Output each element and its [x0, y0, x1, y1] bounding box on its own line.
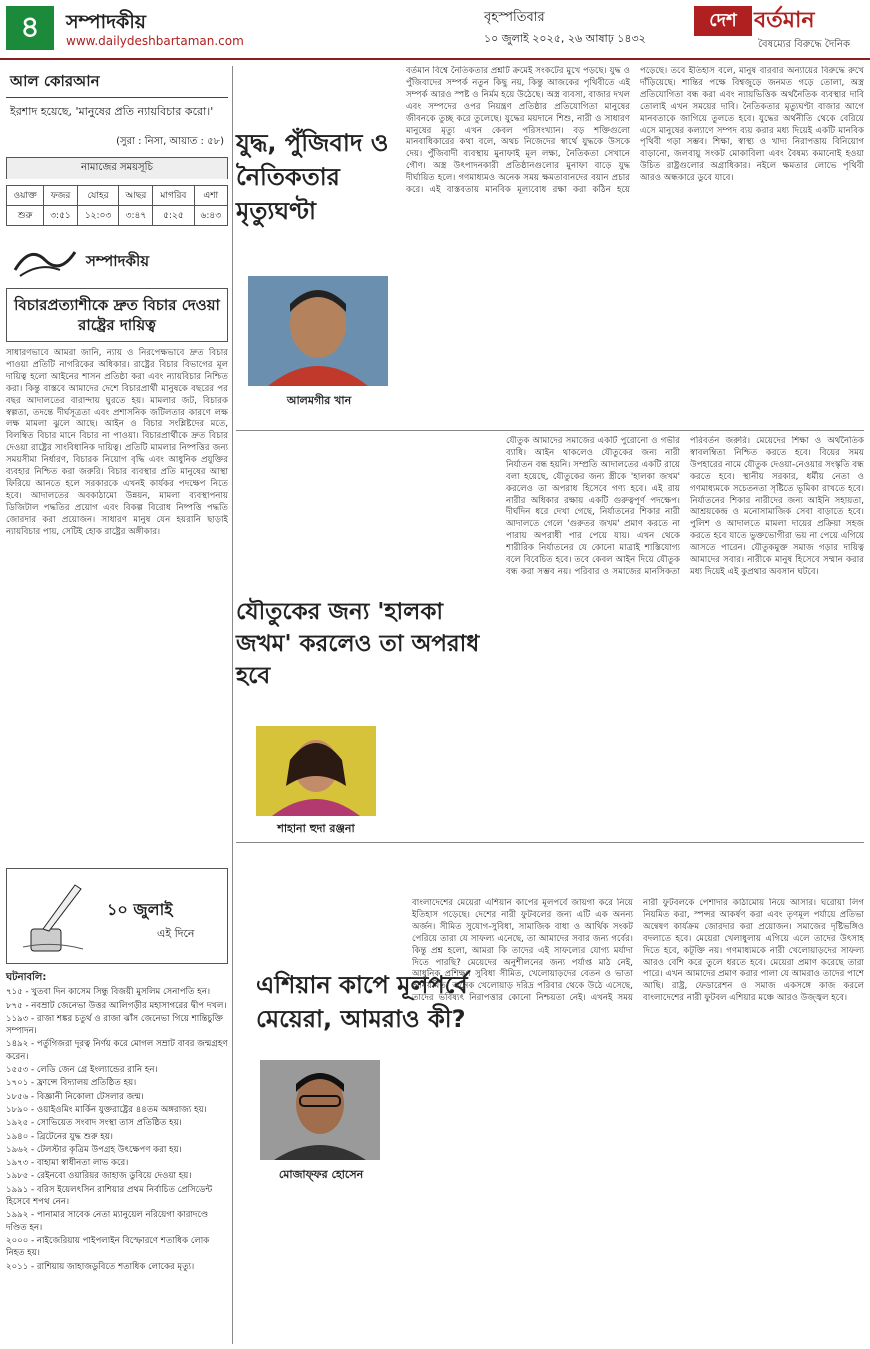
article-body: বাংলাদেশের মেয়েরা এশিয়ান কাপের মূলপর্বে জায়গা করে নিয়ে ইতিহাস গড়েছে। দেশের নারী ফুটবলের জন্য এটি এক অনন্য অর্জন। সীমিত সুযোগ-সুবিধা, সামাজিক বাধা ও আর্থিক সংকট পেরিয়ে তারা যে সাফল্য এনেছে, তা আমাদের সবার জন্য গর্বের। কিন্তু প্রশ্ন হলো, আমরা কি তাদের এই সাফল্যের যোগ্য মর্যাদা দিতে পারছি? মেয়েদের অনুশীলনের জন্য পর্যাপ্ত মাঠ নেই, আধুনিক প্রশিক্ষণ সুবিধা সীমিত, খেলোয়াড়দের বেতন ও ভাতা অনিয়মিত। অনেক খেলোয়াড় দরিদ্র পরিবার থেকে উঠে এসেছে, তাদের ভবিষ্যৎ নিরাপত্তার কোনো নিশ্চয়তা নেই। এখনই সময় নারী ফুটবলকে পেশাদার কাঠামোয় নিয়ে আসার। ঘরোয়া লিগ নিয়মিত করা, স্পন্সর আকর্ষণ করা এবং তৃণমূল পর্যায়ে প্রতিভা অন্বেষণ কার্যক্রম জোরদার করা প্রয়োজন। সমাজের দৃষ্টিভঙ্গিও বদলাতে হবে। মেয়েরা খেলাধুলায় এগিয়ে এলে তাদের উৎসাহ দিতে হবে, কটূক্তি নয়। গণমাধ্যমকে নারী খেলোয়াড়দের সাফল্য আরও বেশি করে তুলে ধরতে হবে। মেয়েরা প্রমাণ করেছে তারা পারে। এখন আমাদের প্রমাণ করার পালা যে আমরাও তাদের পাশে আছি। রাষ্ট্র, ফেডারেশন ও সমাজ একসঙ্গে কাজ করলে বাংলাদেশের নারী ফুটবল এশিয়ার মঞ্চে আরও উজ্জ্বল হবে।	[412, 898, 864, 1004]
quran-reference: (সুরা : নিসা, আয়াত : ৫৮)	[116, 136, 224, 147]
article-dowry	[236, 436, 864, 838]
editorial-body: সাধারণভাবে আমরা জানি, ন্যায় ও নিরপেক্ষভাবে দ্রুত বিচার পাওয়া প্রতিটি নাগরিকের অধিকার। রাষ্ট্রের বিচার বিভাগের মূল দায়িত্ব হলো আইনের শাসন প্রতিষ্ঠা করা এবং ন্যায়বিচার নিশ্চিত করা। কিন্তু বাস্তবে আমাদের দেশে বিচারপ্রার্থী মানুষকে বছরের পর বছর আদালতের বারান্দায় ঘুরতে হয়। মামলার জট, বিচারক স্বল্পতা, তদন্তে দীর্ঘসূত্রতা এবং প্রশাসনিক জটিলতার কারণে লক্ষ লক্ষ মামলা ঝুলে আছে। আইন ও বিচার সংশ্লিষ্টদের মতে, বিলম্বিত বিচার মানে বিচার না পাওয়া। বিচারপ্রার্থীকে দ্রুত বিচার দেওয়া রাষ্ট্রের সাংবিধানিক দায়িত্ব। প্রতিটি মামলার নিষ্পত্তির জন্য সময়সীমা নির্ধারণ, বিচারক নিয়োগ বৃদ্ধি এবং আধুনিক প্রযুক্তির ব্যবহার নিশ্চিত করা জরুরি। বিচার ব্যবস্থার প্রতি মানুষের আস্থা ফিরিয়ে আনতে হলে সরকারকে এখনই কার্যকর পদক্ষেপ নিতে হবে। আদালতের অবকাঠামো উন্নয়ন, মামলা ব্যবস্থাপনায় ডিজিটাল পদ্ধতির প্রয়োগ এবং বিকল্প বিরোধ নিষ্পত্তি পদ্ধতি জোরদার করা প্রয়োজন। সাধারণ মানুষ যেন হয়রানি ছাড়াই ন্যায়বিচার পায়, সেটিই হোক রাষ্ট্রের অঙ্গীকার।	[6, 348, 228, 537]
list-item: ১৯৯২ - পানামার সাবেক নেতা ম্যানুয়েল নরিয়েগা কারাদণ্ডে দণ্ডিত হন।	[6, 1210, 209, 1233]
date-line: ১০ জুলাই ২০২৫, ২৬ আষাঢ় ১৪৩২	[484, 32, 646, 45]
prayer-header: আছর	[119, 186, 153, 206]
prayer-table-title: নামাজের সময়সূচি	[6, 157, 228, 179]
ink-swirl-icon	[10, 240, 80, 280]
column-divider	[232, 66, 233, 1344]
events-list	[6, 972, 228, 1274]
author-photo	[256, 726, 376, 816]
prayer-time: ১২:০৩	[77, 206, 119, 226]
list-item: ১৮৫৬ - বিজ্ঞানী নিকোলা টেসলার জন্ম।	[6, 1091, 144, 1102]
list-item: ১৯৬২ - টেলস্টার কৃত্রিম উপগ্রহ উৎক্ষেপণ করা হয়।	[6, 1144, 182, 1155]
list-item: ১৪৯২ - পর্তুগিজরা দূরত্ব নির্ণয় করে মোগল সম্রাট বাবর জন্মগ্রহণ করেন।	[6, 1039, 228, 1062]
article-body: বর্তমান বিশ্বে নৈতিকতার প্রশ্নটি ক্রমেই সংকটের মুখে পড়ছে। যুদ্ধ ও পুঁজিবাদের সম্পর্ক নতুন কিছু নয়, কিন্তু আজকের পৃথিবীতে এই সম্পর্ক আরও স্পষ্ট ও নির্মম হয়ে উঠেছে। অস্ত্র ব্যবসা, বাজার দখল এবং সম্পদের ওপর নিয়ন্ত্রণ প্রতিষ্ঠার প্রতিযোগিতা মানুষের জীবনকে তুচ্ছ করে তুলেছে। যুদ্ধের ময়দানে শিশু, নারী ও সাধারণ মানুষের মৃত্যু এখন কেবল পরিসংখ্যান। বড় শক্তিগুলো মানবাধিকারের কথা বলে, অথচ নিজেদের স্বার্থে যুদ্ধকে উসকে দেয়। পুঁজিবাদী ব্যবস্থায় মুনাফাই মূল লক্ষ্য, নৈতিকতা সেখানে গৌণ। অস্ত্র উৎপাদনকারী প্রতিষ্ঠানগুলোর মুনাফা বাড়ে যুদ্ধ দীর্ঘায়িত হলে। গণমাধ্যমও অনেক সময় ক্ষমতাবানদের বয়ান প্রচার করে। এই বাস্তবতায় মানবিক মূল্যবোধ রক্ষা করা কঠিন হয়ে পড়েছে। তবে ইতিহাস বলে, মানুষ বারবার অন্যায়ের বিরুদ্ধে রুখে দাঁড়িয়েছে। শান্তির পক্ষে বিশ্বজুড়ে জনমত গড়ে তোলা, অস্ত্র প্রতিযোগিতা বন্ধ করা এবং ন্যায়ভিত্তিক অর্থনৈতিক ব্যবস্থার দাবি তোলাই এখন সময়ের দাবি। নৈতিকতার মৃত্যুঘণ্টা বাজার আগে মানবতাকে জাগিয়ে তুলতে হবে। যুদ্ধের অর্থনীতি থেকে বেরিয়ে এসে মানুষের কল্যাণে সম্পদ ব্যয় করার মধ্য দিয়েই একটি মানবিক পৃথিবী গড়া সম্ভব। শিক্ষা, স্বাস্থ্য ও খাদ্য নিরাপত্তায় বিনিয়োগ বাড়ানো, জলবায়ু সংকট মোকাবিলা এবং বৈষম্য কমানোই হওয়া উচিত রাষ্ট্রগুলোর অগ্রাধিকার। নইলে ক্ষমতার লোভে পৃথিবী আরও অন্ধকারে ডুবে যাবে।	[406, 66, 864, 196]
author-photo	[248, 276, 388, 386]
list-item: ১৯৭৩ - বাহামা স্বাধীনতা লাভ করে।	[6, 1158, 129, 1169]
section-divider	[236, 430, 864, 431]
day-name: বৃহস্পতিবার	[484, 10, 545, 25]
list-item: ১৭০১ - ফ্রান্সে বিদ্যালয় প্রতিষ্ঠিত হয়।	[6, 1078, 137, 1089]
editorial-title: বিচারপ্রত্যাশীকে দ্রুত বিচার দেওয়া রাষ্ট্রের দায়িত্ব	[6, 288, 228, 342]
prayer-header: মাগরিব	[153, 186, 194, 206]
author-photo	[260, 1060, 380, 1160]
list-item: ১৯২৫ - সোভিয়েত সংবাদ সংস্থা তাস প্রতিষ্ঠিত হয়।	[6, 1118, 182, 1129]
website-link[interactable]: www.dailydeshbartaman.com	[66, 34, 244, 48]
list-item: ১৯৪০ - ব্রিটেনের যুদ্ধ শুরু হয়।	[6, 1131, 113, 1142]
prayer-time: ৩:৫১	[44, 206, 77, 226]
list-item: ১৫৫৩ - লেডি জেন গ্রে ইংল্যান্ডের রানি হন।	[6, 1065, 158, 1076]
prayer-header: ওয়াক্ত	[7, 186, 44, 206]
events-heading: ঘটনাবলি:	[6, 972, 47, 983]
quran-text: ইরশাদ হয়েছে, 'মানুষের প্রতি ন্যায়বিচার করো।'	[10, 105, 214, 118]
quill-inkpot-icon	[13, 877, 93, 957]
masthead-logo	[694, 6, 862, 50]
this-day-box	[6, 868, 228, 964]
prayer-header: যোহর	[77, 186, 119, 206]
prayer-time: ৬:৪৩	[194, 206, 227, 226]
article-intro	[236, 848, 864, 896]
author-name: শাহানা হুদা রঞ্জনা	[277, 822, 355, 835]
list-item: ৭১৫ - খুতবা দিন কাসেম সিন্ধু বিজয়ী মুসলিম সেনাপতি হন।	[6, 987, 211, 998]
prayer-header: এশা	[194, 186, 227, 206]
prayer-time: ৫:২৫	[153, 206, 194, 226]
editorial-label: সম্পাদকীয়	[86, 252, 150, 270]
list-item: ১৯৯১ - বরিস ইয়েলৎসিন রাশিয়ার প্রথম নির্বাচিত প্রেসিডেন্ট হিসেবে শপথ নেন।	[6, 1184, 213, 1208]
section-title: সম্পাদকীয়	[66, 11, 146, 33]
article-asian-cup	[236, 848, 864, 1344]
list-item: ২০০০ - নাইজেরিয়ায় পাইপলাইন বিস্ফোরণে শতাধিক লোক নিহত হয়।	[6, 1235, 210, 1259]
left-column	[6, 66, 228, 1344]
prayer-row-label: শুরু	[7, 206, 44, 226]
author-name: মোজাফ্ফর হোসেন	[278, 1168, 364, 1181]
logo-tagline: বৈষম্যের বিরুদ্ধে দৈনিক	[758, 39, 851, 50]
list-item: ১১৯৩ - রাজা শঙ্কর চতুর্থ ও রাজা ঝাঁস জেনেভা গিয়ে শান্তিচুক্তি সম্পাদন।	[6, 1013, 224, 1037]
article-title: যৌতুকের জন্য 'হালকা জখম' করলেও তা অপরাধ হবে	[236, 599, 480, 689]
author-name: আলমগীর খান	[286, 394, 352, 407]
list-item: ১৮৯০ - ওয়াইওমিং মার্কিন যুক্তরাষ্ট্রের ৪৪তম অঙ্গরাজ্য হয়।	[6, 1104, 207, 1115]
article-title: যুদ্ধ, পুঁজিবাদ ও নৈতিকতার মৃত্যুঘণ্টা	[236, 129, 389, 225]
editorial-logo	[6, 240, 228, 280]
this-day-date: ১০ জুলাই	[107, 900, 173, 919]
section-divider	[236, 842, 864, 843]
article-body: যৌতুক আমাদের সমাজের একটি পুরোনো ও গভীর ব্যাধি। আইন থাকলেও যৌতুকের জন্য নারী নির্যাতন বন্ধ হয়নি। সম্প্রতি আদালতের একটি রায়ে বলা হয়েছে, যৌতুকের জন্য স্ত্রীকে 'হালকা জখম' করলেও তা অপরাধ হিসেবে গণ্য হবে। এই রায় নারীর অধিকার রক্ষায় একটি গুরুত্বপূর্ণ পদক্ষেপ। দীর্ঘদিন ধরে দেখা গেছে, নির্যাতনের শিকার নারী আদালতে গেলে 'গুরুতর জখম' প্রমাণ করতে না পারায় অপরাধী পার পেয়ে যায়। এখন থেকে শারীরিক নির্যাতনের যে কোনো মাত্রাই শাস্তিযোগ্য বলে বিবেচিত হবে। তবে কেবল আইন দিয়ে যৌতুক বন্ধ করা সম্ভব নয়। পরিবার ও সমাজের মানসিকতা পরিবর্তন জরুরি। মেয়েদের শিক্ষা ও অর্থনৈতিক স্বাবলম্বিতা নিশ্চিত করতে হবে। বিয়ের সময় উপহারের নামে যৌতুক দেওয়া-নেওয়ার সংস্কৃতি বন্ধ করতে হবে। স্থানীয় সরকার, ধর্মীয় নেতা ও গণমাধ্যমকে সচেতনতা সৃষ্টিতে ভূমিকা রাখতে হবে। নির্যাতনের শিকার নারীদের জন্য আইনি সহায়তা, আশ্রয়কেন্দ্র ও মনোসামাজিক সেবা বাড়াতে হবে। পুলিশ ও আদালতে মামলা দায়ের প্রক্রিয়া সহজ করতে হবে যাতে ভুক্তভোগীরা ভয় না পেয়ে এগিয়ে আসতে পারেন। যৌতুকমুক্ত সমাজ গড়ার দায়িত্ব আমাদের সবার। নারীকে মানুষ হিসেবে সম্মান করার মধ্য দিয়েই এই কুপ্রথার অবসান ঘটবে।	[506, 436, 864, 577]
page-number: ৪	[6, 6, 54, 50]
article-war-capitalism	[236, 66, 864, 426]
logo-part-two: বর্তমান	[754, 8, 815, 33]
article-title: এশিয়ান কাপে মূলপর্বে মেয়েরা, আমরাও কী?	[256, 971, 468, 1033]
quran-heading: আল কোরআন	[6, 66, 228, 98]
list-item: ২০১১ - রাশিয়ায় জাহাজডুবিতে শতাধিক লোকের মৃত্যু।	[6, 1261, 195, 1272]
prayer-header: ফজর	[44, 186, 77, 206]
page-header	[0, 0, 870, 60]
logo-part-one: দেশ	[694, 6, 752, 36]
this-day-label: এই দিনে	[157, 927, 195, 940]
list-item: ১৯৮৫ - রেইনবো ওয়ারিয়র জাহাজ ডুবিয়ে দেওয়া হয়।	[6, 1171, 192, 1182]
prayer-time: ৩:৪৭	[119, 206, 153, 226]
prayer-table	[6, 185, 228, 226]
list-item: ৮৭৫ - নবম্রাট জেনেভা উত্তর আলিগড়ীর মহাসাগরের দ্বীপ দখল।	[6, 1000, 227, 1011]
